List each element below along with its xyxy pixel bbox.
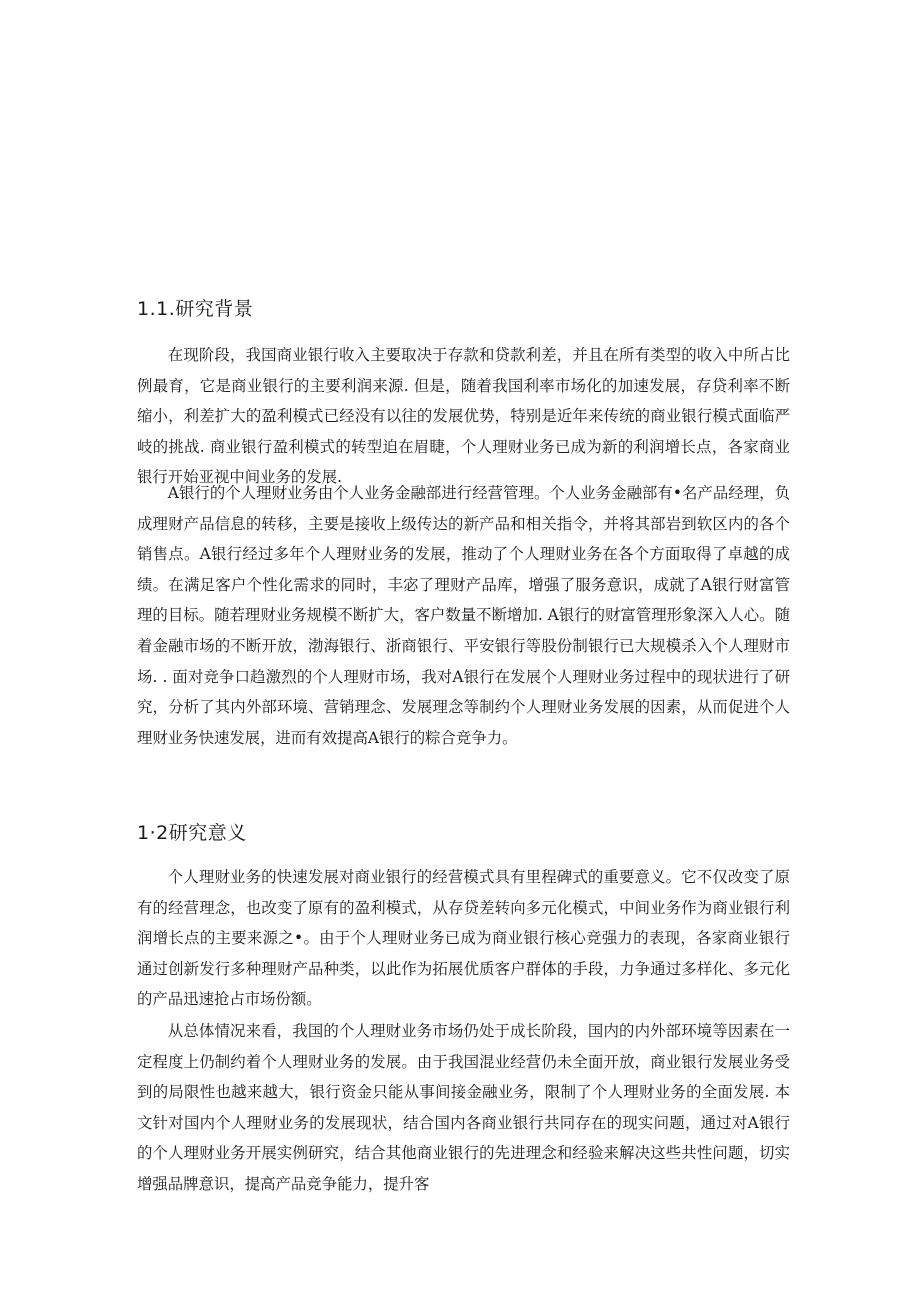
paragraph: 在现阶段，我国商业银行收入主要取决于存款和贷款利差，并且在所有类型的收入中所占比例最育，它是商业银行的主要利润来源. 但是，随着我国利率市场化的加速发展，存贷利率不断缩小，利差扩大的盈利模式已经没有以往的发展优势，特别是近年来传统的商业银行模式面临严岐的挑战. 商业银行盈利模式的转型迫在眉睫，个人理财业务已成为新的利润增长点，各家商业银行开始亚视中间业务的发展.	[137, 346, 790, 487]
section-heading-research-background: 1.1.研究背景	[137, 298, 254, 320]
section-heading-research-significance: 1·2研究意义	[137, 822, 247, 844]
paragraph: A银行的个人理财业务由个人业务金融部进行经营管理。个人业务金融部有•名产品经理，负成理财产品信息的转移，主要是接收上级传达的新产品和相关指令，并将其部岩到软区内的各个销售点。A银行经过多年个人理财业务的发展，推动了个人理财业务在各个方面取得了卓越的成绩。在满足客户个性化需求的同时，丰宓了理财产品库，增强了服务意识，成就了A银行财富管理的目标。随若理财业务规模不断扩大，客户数量不断增加. A银行的财富管理形象深入人心。随着金融市场的不断开放，渤海银行、浙商银行、平安银行等股份制银行已大规模杀入个人理财市场. . 面对竞争口趋激烈的个人理财市场，我对A银行在发展个人理财业务过程中的现状进行了研究，分析了其内外部环境、营销理念、发展理念等制约个人理财业务发展的因素，从而促进个人理财业务快速发展，进而有效提高A银行的粽合竞争力。	[137, 484, 790, 747]
paragraph: 从总体情况来看，我国的个人理财业务市场仍处于成长阶段，国内的内外部环境等因素在一定程度上仍制约着个人理财业务的发展。由于我国混业经营仍未全面开放，商业银行发展业务受到的局限性也越来越大，银行资金只能从事间接金融业务，限制了个人理财业务的全面发展. 本文针对国内个人理财业务的发展现状，结合国内各商业银行共同存在的现实问题，通过对A银行的个人理财业务开展实例研究，结合其他商业银行的先进理念和经验来解决这些共性问题，切实增强品牌意识，提高产品竞争能力，提升客	[137, 1022, 790, 1193]
paragraph: 个人理财业务的快速发展对商业银行的经营模式具有里程碑式的重要意义。它不仅改变了原有的经营理念，也改变了原有的盈利模式，从存贷差转向多元化模式，中间业务作为商业银行利润增长点的主要来源之•。由于个人理财业务已成为商业银行核心竞强力的表现，各家商业银行通过创新发行多种理财产品种类，以此作为拓展优质客户群体的手段，力争通过多样化、多元化的产品迅速抢占市场份额。	[137, 868, 790, 1009]
